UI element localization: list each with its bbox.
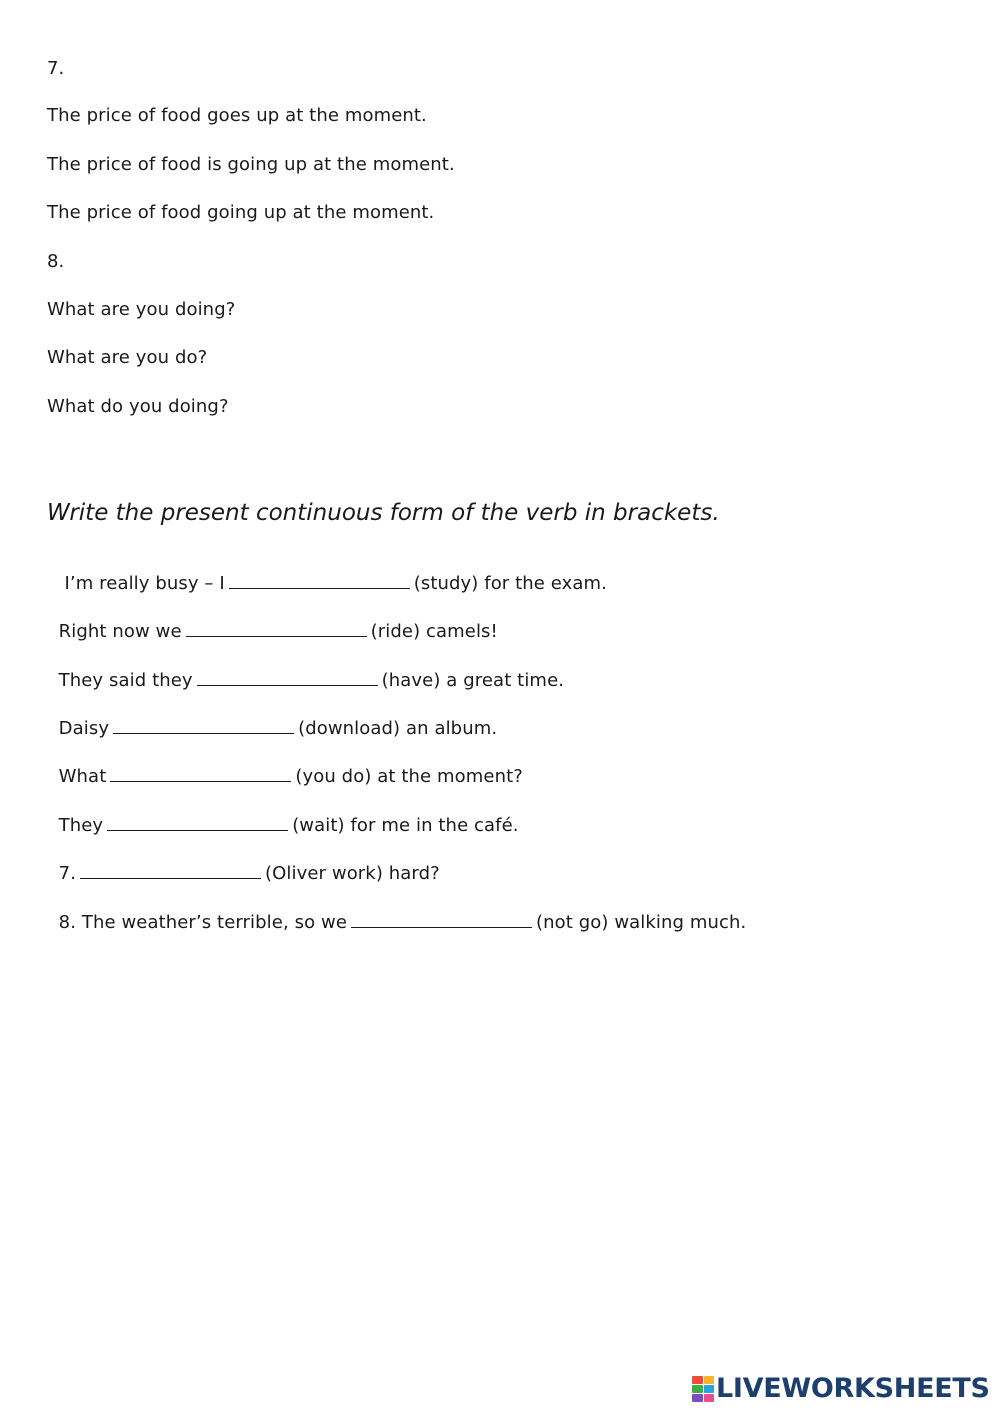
exercise-item [47, 696, 497, 740]
answer-option[interactable]: The price of food going up at the moment. [47, 202, 435, 223]
liveworksheets-logo-icon [692, 1376, 714, 1402]
answer-blank[interactable] [229, 573, 410, 589]
item-text-before: 7. [58, 863, 77, 884]
answer-blank[interactable] [107, 815, 288, 831]
item-text-before: 8. The weather’s terrible, so we [58, 912, 348, 933]
answer-option[interactable]: The price of food is going up at the moment. [47, 154, 455, 175]
exercise-item [47, 551, 607, 595]
answer-blank[interactable] [351, 912, 532, 928]
item-text-before: They said they [58, 670, 193, 691]
item-text-before: Daisy [58, 718, 110, 739]
liveworksheets-logo[interactable] [692, 1374, 990, 1404]
item-text-after: (you do) at the moment? [295, 766, 523, 787]
item-text-after: (not go) walking much. [536, 912, 747, 933]
question-number: 7. [47, 58, 65, 79]
exercise-item [47, 793, 519, 837]
item-text-after: (have) a great time. [381, 670, 565, 691]
answer-blank[interactable] [80, 863, 261, 879]
answer-option[interactable]: What do you doing? [47, 396, 229, 417]
answer-blank[interactable] [113, 718, 294, 734]
item-text-before: They [58, 815, 104, 836]
exercise-instruction: Write the present continuous form of the verb in brackets. [47, 500, 720, 526]
item-text-after: (download) an album. [298, 718, 498, 739]
answer-option[interactable]: What are you doing? [47, 299, 236, 320]
answer-option[interactable]: What are you do? [47, 347, 208, 368]
item-text-after: (study) for the exam. [413, 573, 607, 594]
item-text-after: (ride) camels! [370, 621, 498, 642]
item-text-before: I’m really busy – I [58, 573, 225, 594]
item-text-after: (Oliver work) hard? [265, 863, 440, 884]
item-text-before: What [58, 766, 107, 787]
answer-blank[interactable] [197, 670, 378, 686]
exercise-item [47, 648, 564, 692]
question-number: 8. [47, 251, 65, 272]
exercise-item [47, 841, 440, 885]
logo-text: LIVEWORKSHEETS [716, 1373, 990, 1404]
answer-blank[interactable] [186, 621, 367, 637]
exercise-item [47, 744, 523, 788]
answer-option[interactable]: The price of food goes up at the moment. [47, 105, 427, 126]
item-text-after: (wait) for me in the café. [292, 815, 519, 836]
exercise-item [47, 890, 746, 934]
answer-blank[interactable] [110, 766, 291, 782]
exercise-item [47, 599, 498, 643]
item-text-before: Right now we [58, 621, 182, 642]
